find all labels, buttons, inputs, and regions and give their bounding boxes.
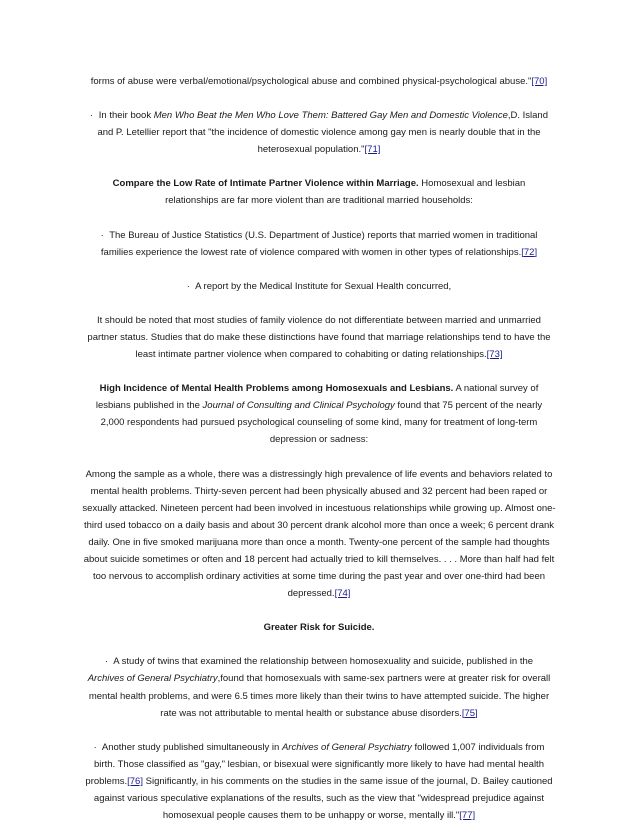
paragraph-twins-study [86,653,552,721]
section-heading: Compare the Low Rate of Intimate Partner Violence within Marriage. [112,178,419,190]
paragraph-text: A study of twins that examined the relationship between homosexuality and suicide, published in the [111,656,534,668]
paragraph-text: forms of abuse were verbal/emotional/psychological abuse and combined physical-psychological abuse." [90,76,532,87]
paragraph-text: The Bureau of Justice Statistics (U.S. Department of Justice) reports that married women in traditional families experience the lowest rate of violence compared with women in other types of relationships. [100,229,538,258]
footnote-link-72[interactable]: [72] [521,246,538,258]
paragraph-island-letellier [86,107,552,158]
paragraph-text: ,D. Island and P. Letellier report that "the incidence of domestic violence among gay men is nearly double that in the heterosexual population." [97,110,548,156]
paragraph-birth-cohort-study [82,739,556,824]
paragraph-text: It should be noted that most studies of family violence do not differentiate between married and unmarried partner status. Studies that do make these distinctions have found that marriage relationships tend to have the least intimate partner violence when compared to cohabiting or dating relationships. [87,314,551,361]
bullet-marker: · [104,656,109,668]
journal-title: Journal of Consulting and Clinical Psychology [202,400,395,412]
paragraph-bureau-justice [86,227,552,261]
bullet-marker: · [100,229,104,241]
paragraph-text: ,found that homosexuals with same-sex partners were at greater risk for overall mental health problems, and were 6.5 times more likely than their twins to have attempted suicide. The higher rate was not attributable to mental health or substance abuse disorders. [88,673,551,719]
footnote-link-75[interactable]: [75] [461,707,478,719]
paragraph-family-violence-studies [86,312,552,363]
bullet-marker: · [93,741,97,753]
paragraph-marriage-violence [86,175,552,209]
footnote-link-74[interactable]: [74] [334,588,351,600]
paragraph-text: Among the sample as a whole, there was a distressingly high prevalence of life events and behaviors related to mental health problems. Thirty-seven percent had been physically abused and 32 percent had been raped or sexually attacked. Nineteen percent had been involved in incestuous relationships while growing up. Almost one-third used tobacco on a daily basis and about 30 percent drank alcohol more than once a week; 6 percent drank daily. One in five smoked marijuana more than once a month. Twenty-one percent of the sample had thoughts about suicide sometimes or often and 18 percent had actually tried to kill themselves. . . . More than half had felt too nervous to accomplish ordinary activities at some time during the past year and over one-third had been depressed. [82,468,556,600]
paragraph-sample-quote [82,466,556,603]
paragraph-text: A national survey of lesbians published in the [95,383,539,412]
paragraph-abuse-forms [86,73,552,90]
footnote-link-77[interactable]: [77] [459,810,476,822]
paragraph-text: A report by the Medical Institute for Sexual Health concurred, [192,280,452,292]
footnote-link-73[interactable]: [73] [486,349,503,361]
section-heading: Greater Risk for Suicide. [263,622,375,634]
paragraph-text: Homosexual and lesbian relationships are far more violent than are traditional married households: [165,178,526,207]
bullet-marker: · [186,280,190,292]
paragraph-text: In their book [96,110,154,122]
paragraph-text: followed 1,007 individuals from birth. Those classified as "gay," lesbian, or bisexual were significantly more likely to have had mental health problems. [85,741,545,787]
journal-title: Archives of General Psychiatry [281,741,412,753]
footnote-link-71[interactable]: [71] [364,144,381,156]
paragraph-text: Another study published simultaneously in [99,741,282,753]
footnote-link-76[interactable]: [76] [127,775,143,787]
paragraph-mental-health-survey [86,380,552,448]
footnote-link-70[interactable]: [70] [531,76,548,87]
section-heading: High Incidence of Mental Health Problems among Homosexuals and Lesbians. [99,383,454,395]
paragraph-medical-institute [86,278,552,295]
bullet-marker: · [89,110,94,122]
journal-title: Archives of General Psychiatry [87,673,218,685]
paragraph-suicide-heading [86,619,552,636]
paragraph-text: found that 75 percent of the nearly 2,000 respondents had pursued psychological counseling of some kind, many for treatment of long-term depression or sadness: [100,400,543,446]
paragraph-text: Significantly, in his comments on the studies in the same issue of the journal, D. Bailey cautioned against various speculative explanations of the results, such as the view that "widespread prejudice against homosexual people causes them to be unhappy or worse, mentally ill." [93,775,553,822]
book-title: Men Who Beat the Men Who Love Them: Battered Gay Men and Domestic Violence [153,110,508,122]
